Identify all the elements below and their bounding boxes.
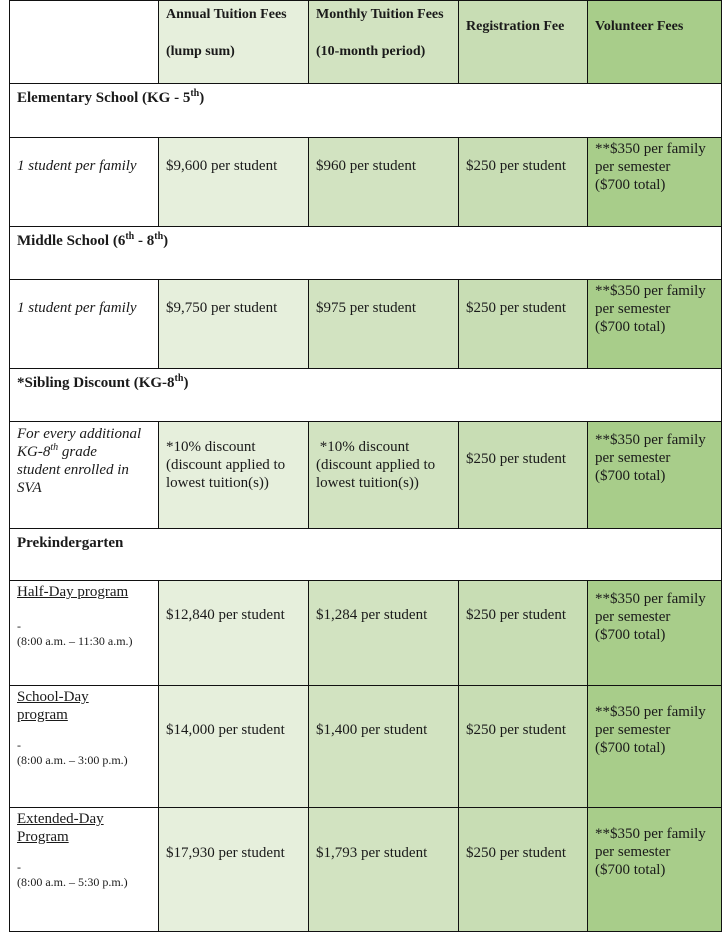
dash: - [17,619,21,633]
annual-fee: $17,930 per student [159,808,309,932]
volunteer-line: ($700 total) [595,740,666,756]
header-annual-line2: (lump sum) [166,44,235,59]
program-hours: (8:00 a.m. – 3:00 p.m.) [17,753,128,767]
volunteer-line: **$350 per family [595,283,706,299]
registration-fee: $250 per student [459,138,588,227]
program-name-line2: Program [17,829,69,845]
volunteer-fee [588,422,722,529]
header-registration: Registration Fee [459,0,588,84]
elementary-row [9,138,722,227]
volunteer-line: ($700 total) [595,468,666,484]
volunteer-line: per semester [595,722,671,738]
section-title-sup: th [190,88,200,99]
section-title-elementary [9,84,722,138]
volunteer-line: ($700 total) [595,319,666,335]
dash: - [17,738,21,752]
discount-line: (discount applied to [316,457,436,473]
section-title-text: *Sibling Discount (KG-8 [17,375,175,391]
section-title-sup: th [154,231,164,242]
monthly-fee: $1,400 per student [309,686,459,808]
program-name-line2 [17,601,151,619]
monthly-fee [309,422,459,529]
section-elementary [9,84,722,138]
volunteer-line: **$350 per family [595,141,706,157]
registration-fee: $250 per student [459,581,588,686]
row-label [9,422,159,529]
row-label: 1 student per family [9,138,159,227]
label-sup: th [50,442,59,453]
volunteer-fee [588,808,722,932]
volunteer-line: per semester [595,450,671,466]
volunteer-fee [588,280,722,369]
section-prek [9,529,722,581]
header-volunteer: Volunteer Fees [588,0,722,84]
registration-fee: $250 per student [459,280,588,369]
monthly-fee: $960 per student [309,138,459,227]
section-title-suffix: ) [163,233,169,249]
header-monthly [309,0,459,84]
header-annual [159,0,309,84]
annual-fee: $9,600 per student [159,138,309,227]
program-name: Extended-Day [17,811,104,827]
section-title-text: Middle School (6 [17,233,126,249]
program-name-line2: program [17,707,68,723]
volunteer-fee [588,581,722,686]
registration-fee: $250 per student [459,686,588,808]
annual-fee: $9,750 per student [159,280,309,369]
row-label [9,808,159,932]
discount-line: (discount applied to [166,457,286,473]
volunteer-line: ($700 total) [595,177,666,193]
sibling-row [9,422,722,529]
row-label: 1 student per family [9,280,159,369]
section-title-text: - 8 [134,233,155,249]
volunteer-line: ($700 total) [595,627,666,643]
section-title-middle [9,227,722,280]
volunteer-line: **$350 per family [595,704,706,720]
registration-fee: $250 per student [459,808,588,932]
section-title-sup: th [174,373,184,384]
header-annual-line1: Annual Tuition Fees [166,7,287,22]
section-sibling [9,369,722,422]
row-label [9,581,159,686]
volunteer-line: **$350 per family [595,826,706,842]
monthly-fee: $1,284 per student [309,581,459,686]
label-line: SVA [17,480,42,496]
volunteer-line: per semester [595,609,671,625]
program-name: School-Day [17,689,89,705]
volunteer-line: ($700 total) [595,862,666,878]
volunteer-line: **$350 per family [595,591,706,607]
section-title-suffix: ) [199,90,205,106]
section-title-sibling [9,369,722,422]
prek-row-extended-day [9,808,722,932]
volunteer-line: **$350 per family [595,432,706,448]
row-label [9,686,159,808]
header-monthly-line2: (10-month period) [316,44,426,59]
annual-fee: $12,840 per student [159,581,309,686]
section-title-suffix: ) [183,375,189,391]
label-text: KG-8 [17,444,51,460]
volunteer-line: per semester [595,159,671,175]
monthly-fee: $975 per student [309,280,459,369]
annual-fee: $14,000 per student [159,686,309,808]
program-hours: (8:00 a.m. – 5:30 p.m.) [17,875,128,889]
discount-line: lowest tuition(s)) [316,475,419,491]
prek-row-half-day [9,581,722,686]
middle-row [9,280,722,369]
header-empty-cell [9,0,159,84]
discount-line: *10% discount [166,439,256,455]
section-title-prek: Prekindergarten [9,529,722,581]
volunteer-fee [588,686,722,808]
label-line: student enrolled in [17,462,129,478]
registration-fee: $250 per student [459,422,588,529]
prek-row-school-day [9,686,722,808]
section-title-sup: th [125,231,135,242]
label-text: grade [58,444,97,460]
section-middle [9,227,722,280]
volunteer-line: per semester [595,844,671,860]
volunteer-fee [588,138,722,227]
program-name: Half-Day program [17,584,129,600]
monthly-fee: $1,793 per student [309,808,459,932]
program-hours: (8:00 a.m. – 11:30 a.m.) [17,634,133,648]
discount-line: *10% discount [316,439,410,455]
section-title-text: Elementary School (KG - 5 [17,90,191,106]
label-line [17,443,151,461]
annual-fee [159,422,309,529]
discount-line: lowest tuition(s)) [166,475,269,491]
dash: - [17,860,21,874]
volunteer-line: per semester [595,301,671,317]
header-monthly-line1: Monthly Tuition Fees [316,7,444,22]
label-line: For every additional [17,426,142,442]
header-row [9,0,722,84]
